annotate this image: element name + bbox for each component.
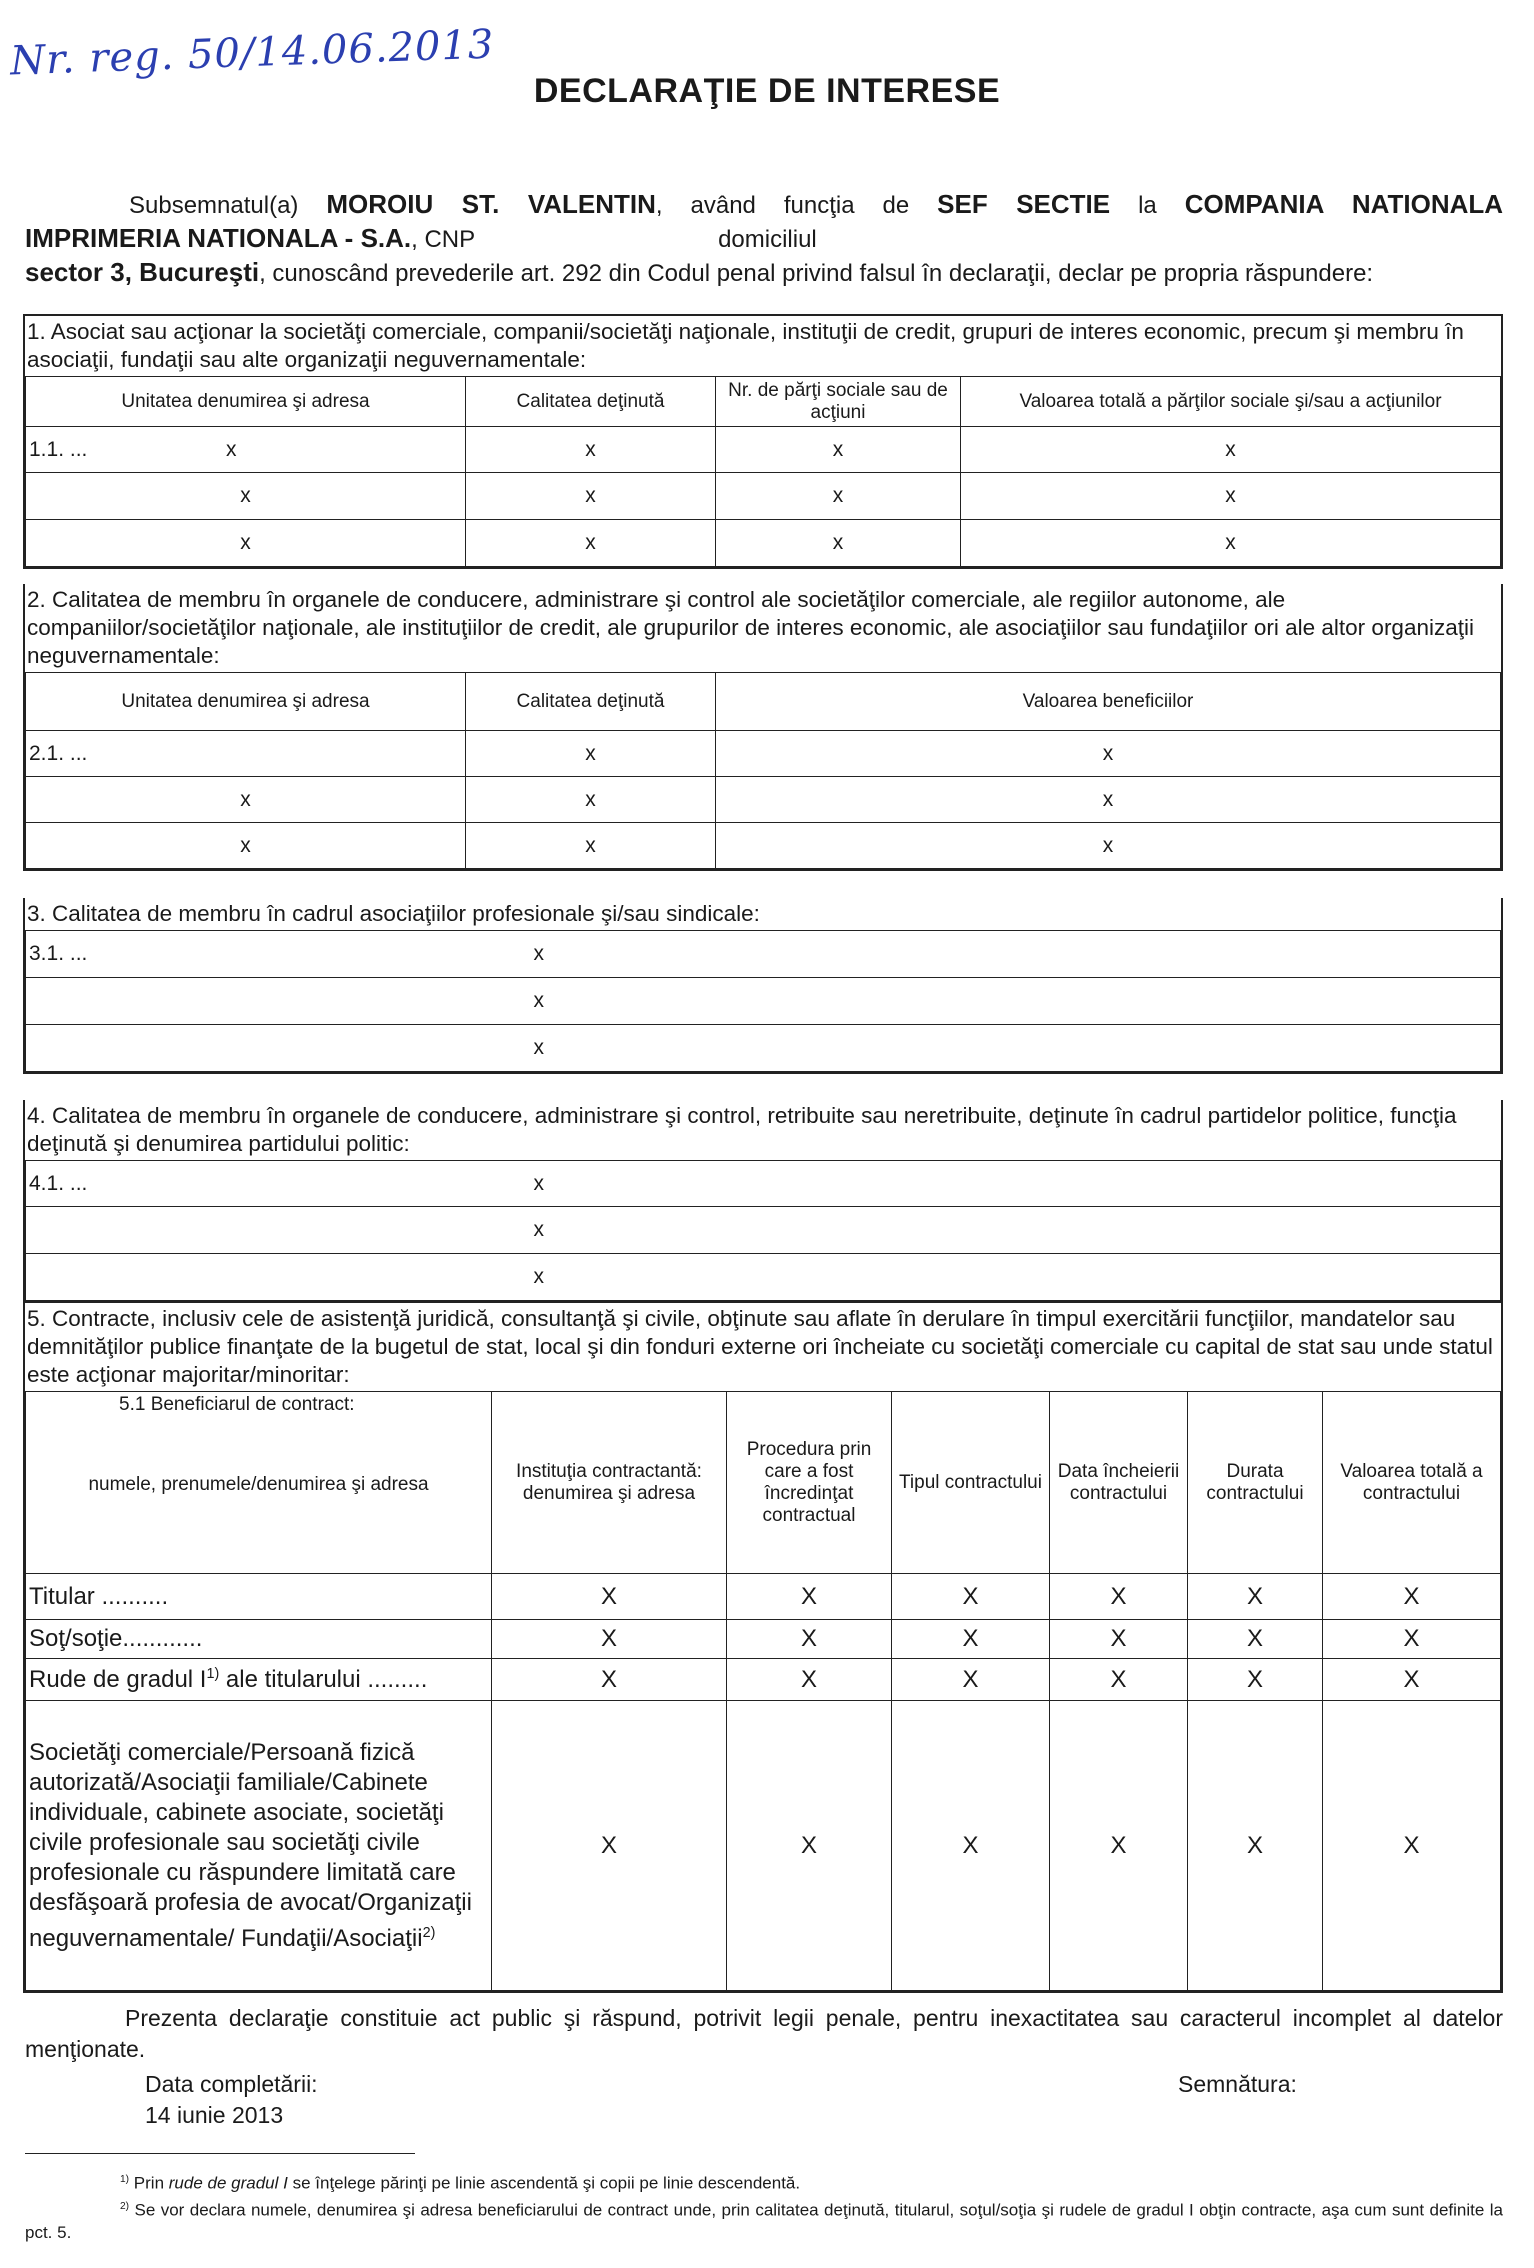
s1-cell-mark: x xyxy=(961,520,1501,567)
section-1-heading: 1. Asociat sau acţionar la societăţi comerciale, companii/societăţi naţionale, instituţii de credit, grupuri de interes economic, precum şi membru în asociaţii, fundaţii sau alte organizaţii neguvernamentale: xyxy=(27,319,1464,372)
s5-cell-mark: X xyxy=(1050,1574,1188,1620)
s2-col-valoarea: Valoarea beneficiilor xyxy=(716,673,1501,731)
handwritten-registration-note: Nr. reg. 50/14.06.2013 xyxy=(9,21,496,85)
footnote-1-text-b: se înţelege părinţi pe linie ascendentă şi copii pe linie descendentă. xyxy=(287,2173,801,2193)
section-1-table xyxy=(25,376,1501,567)
table-row xyxy=(26,1659,1501,1701)
s1-cell-mark: x xyxy=(226,437,237,461)
section-2-table xyxy=(25,672,1501,869)
footnote-divider xyxy=(25,2153,415,2154)
s1-cell-mark: x xyxy=(466,520,716,567)
s3-cell-mark: x xyxy=(466,978,1501,1025)
intro-domiciliul: domiciliul xyxy=(718,226,817,253)
table-row xyxy=(26,978,1501,1025)
s5-societati-label: Societăţi comerciale/Persoană fizică autorizată/Asociaţii familiale/Cabinete individuale, cabinete asociate, societăţi civile profesionale sau societăţi civile profesionale cu răspundere limitată care desfăşoară profesia de avocat/Organizaţii neguvernamentale/ Fundaţii/Asociaţii xyxy=(29,1738,472,1952)
s5-cell-mark: X xyxy=(727,1620,892,1659)
s5-col-valoarea: Valoarea totală a contractului xyxy=(1323,1392,1501,1574)
s5-row-titular: Titular .......... xyxy=(26,1574,492,1620)
table-row xyxy=(26,473,1501,520)
s5-beneficiar-sub: numele, prenumele/denumirea şi adresa xyxy=(88,1474,429,1495)
footer-block xyxy=(25,2003,1503,2065)
table-row xyxy=(26,731,1501,777)
section-2-heading: 2. Calitatea de membru în organele de conducere, administrare şi control ale societăţilor comerciale, ale regiilor autonome, ale companiilor/societăţilor naţionale, ale instituţiilor de credit, ale grupurilor de interes economic, ale asociaţiilor sau fundaţiilor ori ale altor organizaţii neguvernamentale: xyxy=(27,587,1474,668)
s5-row-rude xyxy=(26,1659,492,1701)
s5-rude-label-end: ale titularului ......... xyxy=(219,1665,428,1693)
s5-col-tipul: Tipul contractului xyxy=(892,1392,1050,1574)
table-row xyxy=(26,777,1501,823)
company-name-part: COMPANIA NATIONALA xyxy=(1184,189,1504,219)
s5-cell-mark: X xyxy=(1050,1659,1188,1701)
s5-cell-mark: X xyxy=(1050,1620,1188,1659)
s5-cell-mark: X xyxy=(1188,1620,1323,1659)
s5-cell-mark: X xyxy=(492,1620,727,1659)
table-row xyxy=(26,520,1501,567)
semnatura-label: Semnătura: xyxy=(1178,2071,1297,2097)
footnote-2-mark: 2) xyxy=(120,2200,130,2212)
section-5-heading: 5. Contracte, inclusiv cele de asistenţă juridică, consultanţă şi civile, obţinute sau aflate în derulare în timpul exercitării funcţiilor, mandatelor sau demnităţilor publice finanţate de la bugetul de stat, local şi din fonduri externe ori încheiate cu societăţi comerciale cu capital de stat sau unde statul este acţionar majoritar/minoritar: xyxy=(27,1306,1493,1387)
intro-declaration: , cunoscând prevederile art. 292 din Codul penal privind falsul în declaraţii, declar pe propria răspundere: xyxy=(259,260,1374,287)
declarant-name: MOROIU ST. VALENTIN xyxy=(326,189,656,219)
footnote-1-emphasis: rude de gradul I xyxy=(168,2173,288,2193)
footnotes xyxy=(25,2168,1503,2244)
document-title: DECLARAŢIE DE INTERESE xyxy=(533,72,1001,110)
table-row xyxy=(26,1701,1501,1991)
s5-cell-mark: X xyxy=(1323,1574,1501,1620)
s2-col-calitatea: Calitatea deţinută xyxy=(466,673,716,731)
s2-row-label: 2.1. ... xyxy=(26,731,466,777)
table-row xyxy=(26,1161,1501,1207)
table-row xyxy=(26,1620,1501,1659)
s5-cell-mark: X xyxy=(1188,1574,1323,1620)
intro-line-2 xyxy=(25,222,1503,256)
s1-cell-mark: x xyxy=(466,427,716,473)
s1-cell-mark: x xyxy=(466,473,716,520)
s5-col-institutia: Instituţia contractantă: denumirea şi adresa xyxy=(492,1392,727,1574)
intro-avand: , având funcţia de xyxy=(655,192,910,219)
s5-cell-mark: X xyxy=(727,1659,892,1701)
s4-cell-mark: x xyxy=(466,1254,1501,1301)
s1-col-nr-parti: Nr. de părţi sociale sau de acţiuni xyxy=(716,377,961,427)
intro-la: la xyxy=(1138,192,1157,219)
s5-col-durata: Durata contractului xyxy=(1188,1392,1323,1574)
s5-cell-mark: X xyxy=(892,1620,1050,1659)
s5-row-societati xyxy=(26,1701,492,1991)
section-3-table xyxy=(25,930,1501,1072)
section-1 xyxy=(23,314,1503,569)
section-4-heading: 4. Calitatea de membru în organele de conducere, administrare şi control, retribuite sau neretribuite, deţinute în cadrul partidelor politice, funcţia deţinută şi denumirea partidului politic: xyxy=(27,1103,1457,1156)
s1-col-unitatea: Unitatea denumirea şi adresa xyxy=(26,377,466,427)
table-row xyxy=(26,1574,1501,1620)
s5-cell-mark: X xyxy=(892,1701,1050,1991)
section-5 xyxy=(23,1303,1503,1993)
section-4 xyxy=(23,1100,1503,1303)
s5-cell-mark: X xyxy=(727,1574,892,1620)
table-row xyxy=(26,427,1501,473)
s5-cell-mark: X xyxy=(492,1574,727,1620)
s5-cell-mark: X xyxy=(1323,1701,1501,1991)
s5-cell-mark: X xyxy=(727,1701,892,1991)
s5-cell-mark: X xyxy=(1050,1701,1188,1991)
s1-cell-mark: x xyxy=(26,520,466,567)
table-row xyxy=(26,931,1501,978)
s2-cell-mark: x xyxy=(26,823,466,869)
section-3 xyxy=(23,898,1503,1074)
intro-cnp: , CNP xyxy=(411,226,475,253)
s2-cell-mark: x xyxy=(716,731,1501,777)
s5-cell-mark: X xyxy=(1188,1659,1323,1701)
section-5-table xyxy=(25,1391,1501,1991)
table-row xyxy=(26,1025,1501,1072)
s5-rude-label: Rude de gradul I xyxy=(29,1665,207,1693)
footnote-2 xyxy=(25,2195,1503,2245)
s1-col-calitatea: Calitatea deţinută xyxy=(466,377,716,427)
s1-cell-mark: x xyxy=(716,520,961,567)
intro-line-1 xyxy=(25,188,1503,222)
declarant-function: SEF SECTIE xyxy=(937,189,1111,219)
s1-row-label: 1.1. ... xyxy=(29,437,88,461)
s1-cell-mark: x xyxy=(961,473,1501,520)
s2-cell-mark: x xyxy=(716,823,1501,869)
s5-cell-mark: X xyxy=(892,1659,1050,1701)
s2-cell-mark: x xyxy=(466,823,716,869)
s3-cell-mark: x xyxy=(466,1025,1501,1072)
s1-col-valoarea: Valoarea totală a părţilor sociale şi/sau a acţiunilor xyxy=(961,377,1501,427)
intro-subsemnatul: Subsemnatul(a) xyxy=(129,192,299,219)
s5-row-sot: Soţ/soţie............ xyxy=(26,1620,492,1659)
s4-cell-mark: x xyxy=(466,1161,1501,1207)
table-row xyxy=(26,1254,1501,1301)
s4-cell-mark: x xyxy=(466,1207,1501,1254)
s5-col-data: Data încheierii contractului xyxy=(1050,1392,1188,1574)
table-row xyxy=(26,823,1501,869)
intro-line-3 xyxy=(25,256,1503,290)
section-3-heading: 3. Calitatea de membru în cadrul asociaţiilor profesionale şi/sau sindicale: xyxy=(27,901,760,926)
section-2 xyxy=(23,584,1503,871)
s5-cell-mark: X xyxy=(1323,1620,1501,1659)
footnote-ref-1: 1) xyxy=(206,1665,220,1682)
s1-cell-mark: x xyxy=(26,473,466,520)
s2-cell-mark: x xyxy=(466,731,716,777)
s3-row-label: 3.1. ... xyxy=(26,931,466,978)
s1-cell-mark: x xyxy=(961,427,1501,473)
footnote-ref-2: 2) xyxy=(422,1924,436,1941)
s5-beneficiar-title: 5.1 Beneficiarul de contract: xyxy=(119,1394,355,1415)
s1-cell-mark: x xyxy=(716,427,961,473)
footer-statement: Prezenta declaraţie constituie act public şi răspund, potrivit legii penale, pentru inexactitatea sau caracterul incomplet al datelor menţionate. xyxy=(25,2005,1503,2062)
s2-cell-mark: x xyxy=(466,777,716,823)
s5-cell-mark: X xyxy=(892,1574,1050,1620)
s2-cell-mark: x xyxy=(716,777,1501,823)
s2-cell-mark: x xyxy=(26,777,466,823)
footnote-2-text: Se vor declara numele, denumirea şi adresa beneficiarului de contract unde, prin calitatea deţinută, titularul, soţul/soţia şi rudele de gradul I obţin contracte, aşa cum sunt definite la pct. 5. xyxy=(25,2200,1503,2243)
data-completarii-label: Data completării: xyxy=(145,2071,318,2097)
s5-col-beneficiar xyxy=(26,1392,492,1574)
s1-cell-mark: x xyxy=(716,473,961,520)
s5-cell-mark: X xyxy=(492,1701,727,1991)
intro-paragraph xyxy=(25,188,1503,290)
data-completarii-value: 14 iunie 2013 xyxy=(145,2102,284,2128)
declarant-address: sector 3, Bucureşti xyxy=(25,257,260,287)
footnote-1-text-a: Prin xyxy=(133,2173,169,2193)
s3-cell-mark: x xyxy=(466,931,1501,978)
s2-col-unitatea: Unitatea denumirea şi adresa xyxy=(26,673,466,731)
s5-cell-mark: X xyxy=(1188,1701,1323,1991)
footnote-1 xyxy=(25,2168,1503,2195)
section-4-table xyxy=(25,1160,1501,1301)
s5-col-procedura: Procedura prin care a fost încredinţat contractual xyxy=(727,1392,892,1574)
s5-cell-mark: X xyxy=(492,1659,727,1701)
footnote-1-mark: 1) xyxy=(120,2174,130,2185)
table-row xyxy=(26,1207,1501,1254)
s4-row-label: 4.1. ... xyxy=(26,1161,466,1207)
s5-cell-mark: X xyxy=(1323,1659,1501,1701)
company-name-rest: IMPRIMERIA NATIONALA - S.A. xyxy=(25,223,412,253)
